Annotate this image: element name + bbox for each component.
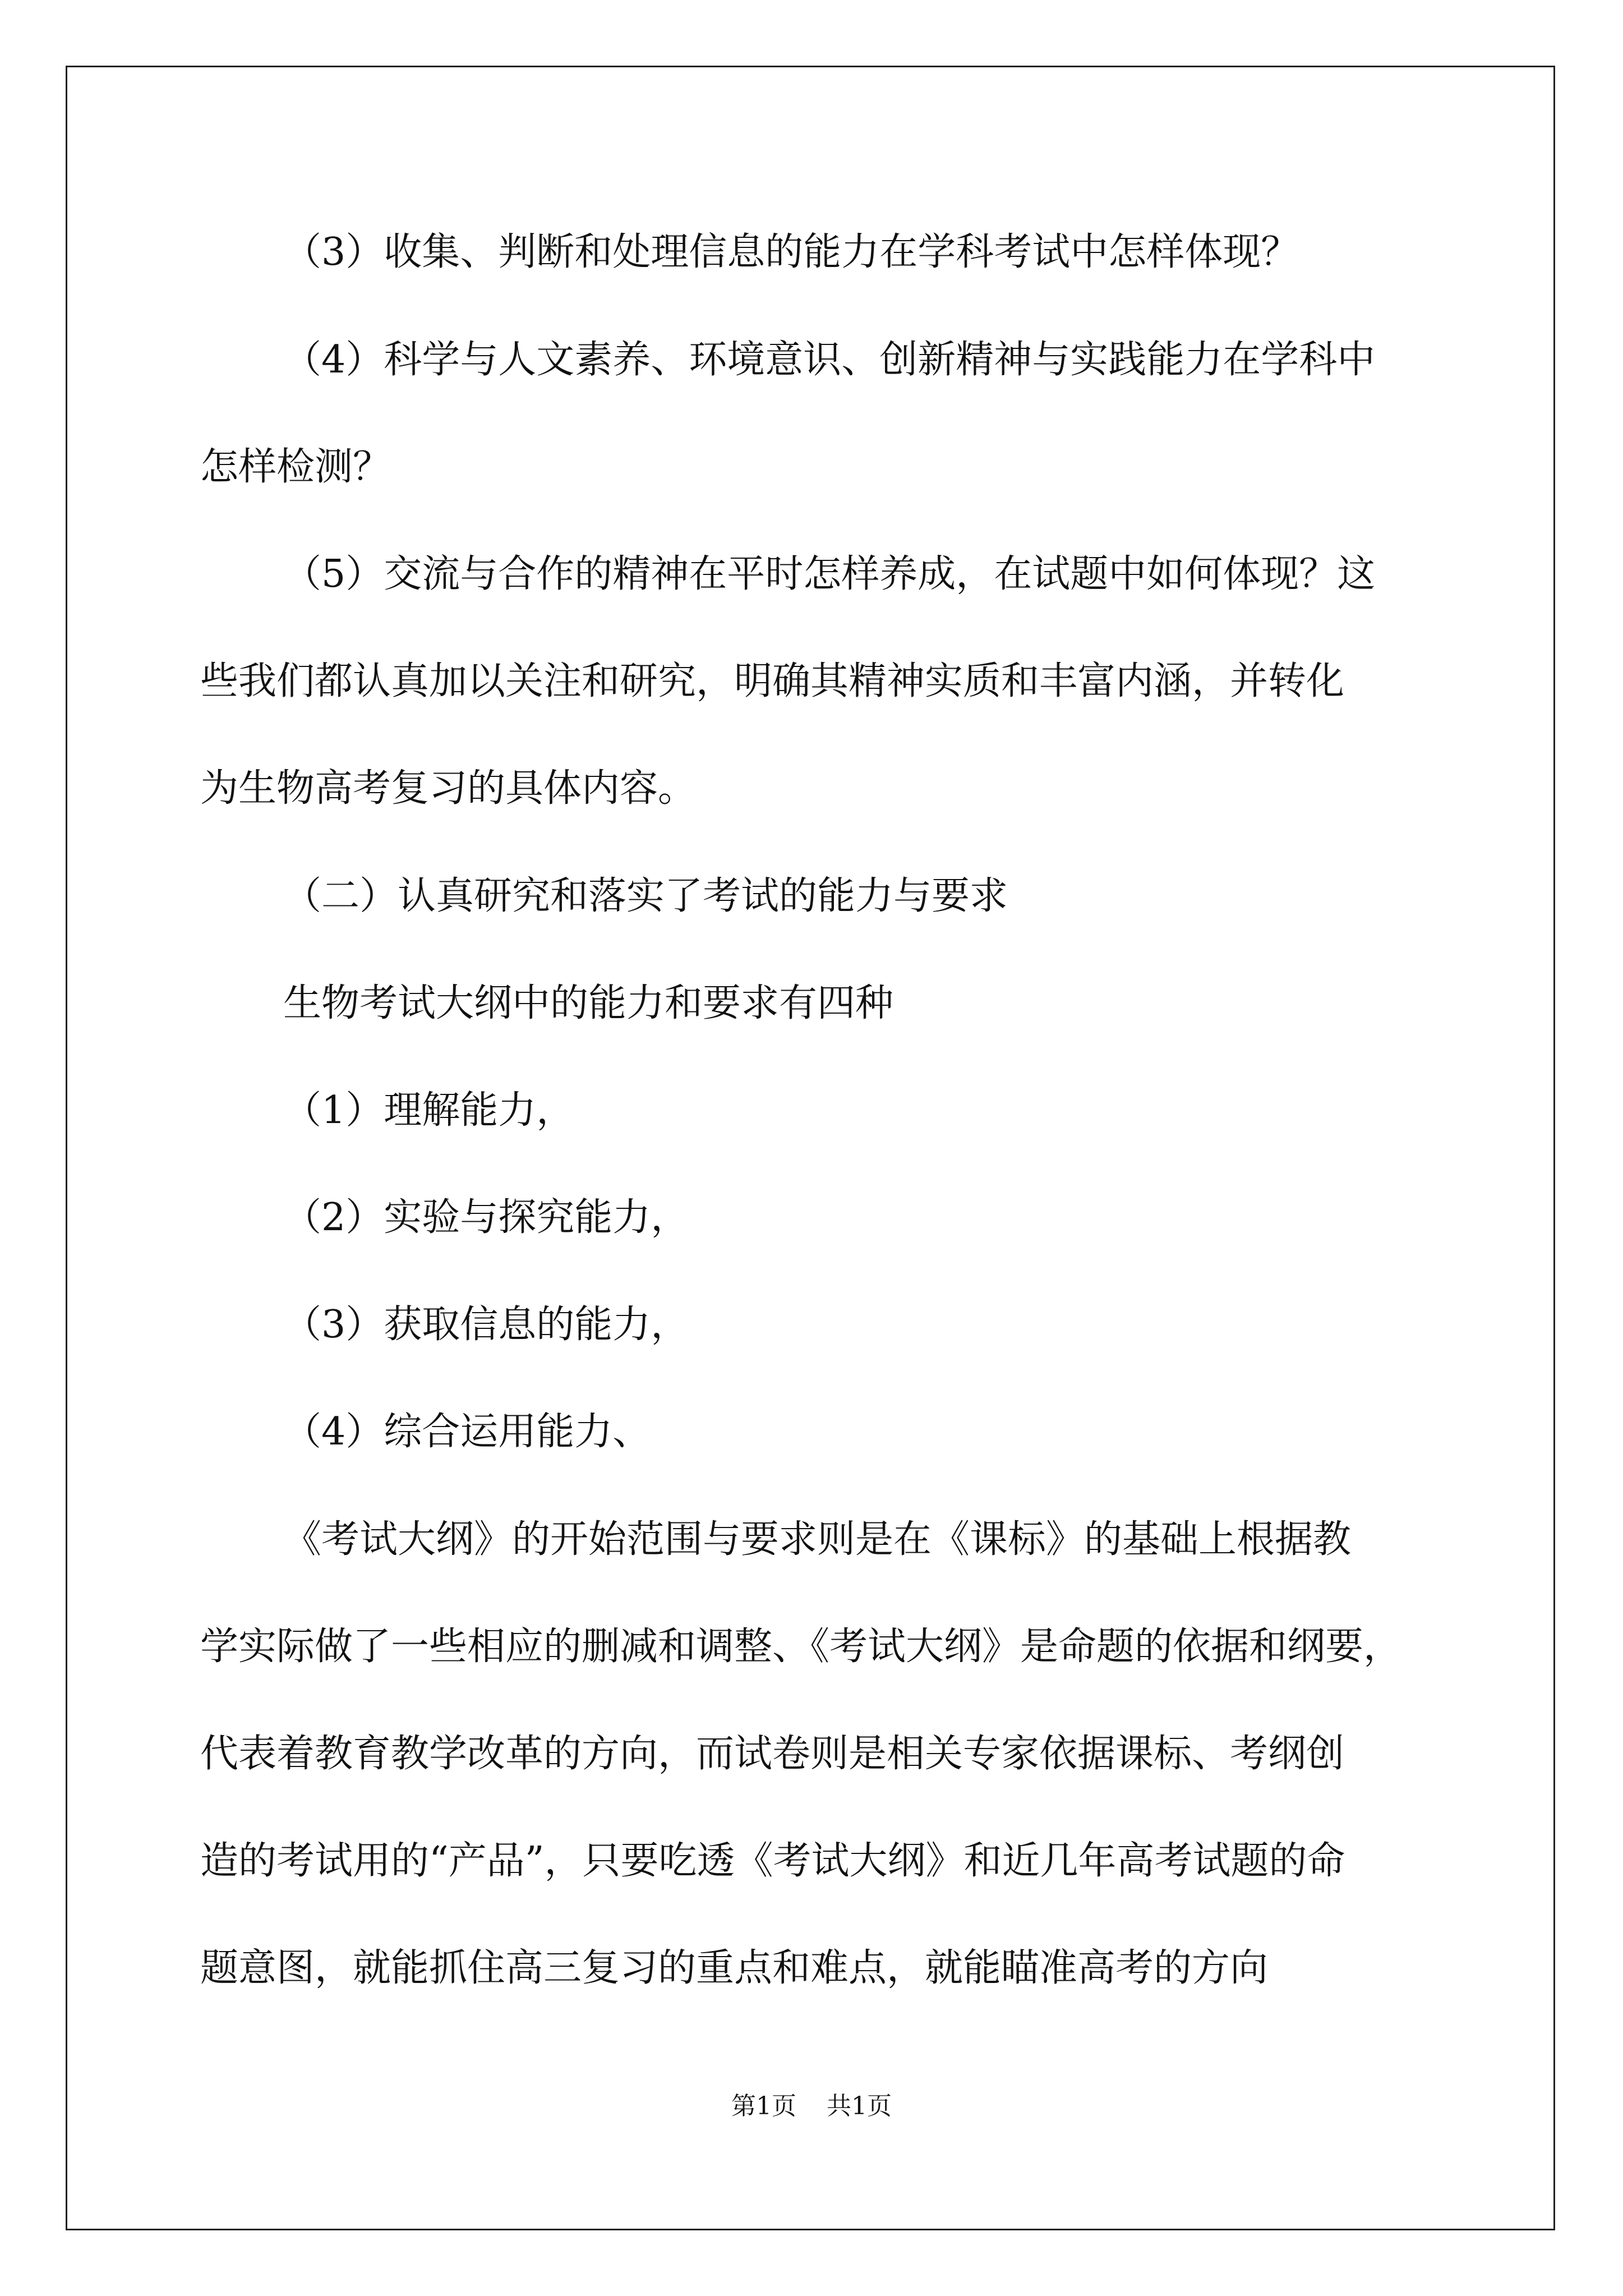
list-item: （1）理解能力， xyxy=(283,1088,575,1133)
page-number: 第1页 xyxy=(731,2092,796,2120)
paragraph-line: 造的考试用的“产品”，只要吃透《考试大纲》和近几年高考试题的命 xyxy=(200,1839,1345,1883)
page-footer xyxy=(0,2090,1623,2123)
paragraph-line: 些我们都认真加以关注和研究，明确其精神实质和丰富内涵，并转化 xyxy=(200,659,1345,703)
paragraph-line: （5）交流与合作的精神在平时怎样养成，在试题中如何体现？这 xyxy=(283,552,1376,596)
paragraph-line: （3）收集、判断和处理信息的能力在学科考试中怎样体现？ xyxy=(283,230,1299,274)
list-item: （3）获取信息的能力， xyxy=(283,1303,689,1347)
paragraph-line: 为生物高考复习的具体内容。 xyxy=(200,766,697,811)
paragraph-line: 学实际做了一些相应的删减和调整、《考试大纲》是命题的依据和纲要， xyxy=(200,1625,1402,1669)
list-item: （4）综合运用能力、 xyxy=(283,1410,651,1454)
list-item: （2）实验与探究能力， xyxy=(283,1195,689,1240)
paragraph-line: 怎样检测？ xyxy=(200,445,391,489)
paragraph-line: 《考试大纲》的开始范围与要求则是在《课标》的基础上根据教 xyxy=(283,1517,1352,1562)
page-total: 共1页 xyxy=(827,2092,892,2120)
section-heading: （二）认真研究和落实了考试的能力与要求 xyxy=(283,874,1008,918)
paragraph-line: 题意图，就能抓住高三复习的重点和难点，就能瞄准高考的方向 xyxy=(200,1946,1269,1990)
paragraph-line: 代表着教育教学改革的方向，而试卷则是相关专家依据课标、考纲创 xyxy=(200,1732,1345,1776)
paragraph-line: （4）科学与人文素养、环境意识、创新精神与实践能力在学科中 xyxy=(283,338,1376,382)
page-border xyxy=(66,66,1555,2230)
paragraph-line: 生物考试大纲中的能力和要求有四种 xyxy=(283,981,894,1025)
